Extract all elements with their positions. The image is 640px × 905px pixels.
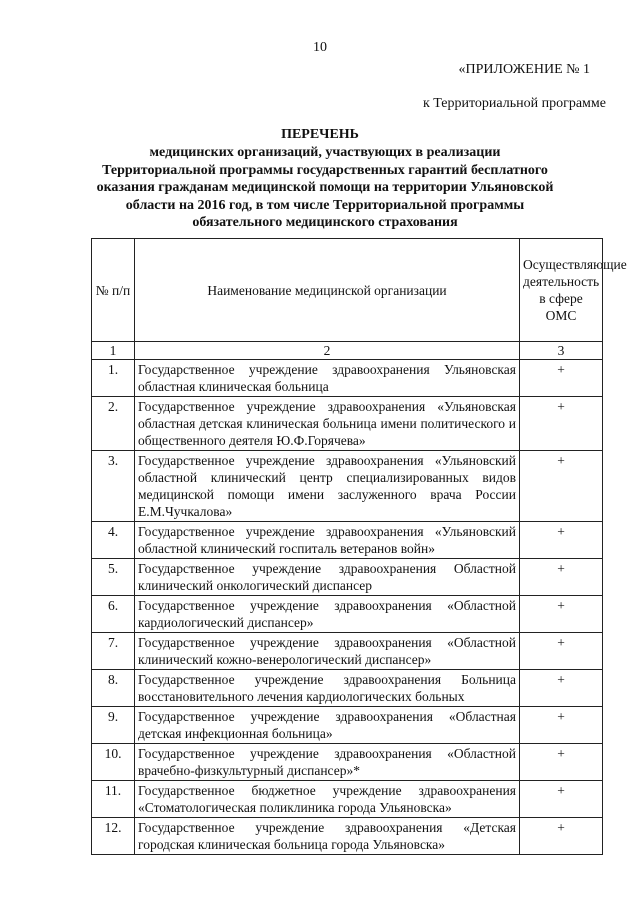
organizations-table (91, 238, 627, 855)
header-oms: Осуществляющие деятельность в сфере ОМС (520, 239, 603, 342)
annex-subtitle: к Территориальной программе (422, 96, 606, 111)
oms-mark: + (520, 670, 603, 707)
table-row (92, 360, 603, 397)
organization-name: Государственное учреждение здравоохранения «Ульяновский областной клинический центр специализированных видов медицинской помощи имени заслуженного врача России Е.М.Чучкалова» (135, 451, 520, 522)
header-num: № п/п (92, 239, 135, 342)
oms-mark: + (520, 451, 603, 522)
row-number: 3. (92, 451, 135, 522)
row-number: 1. (92, 360, 135, 397)
table-row (92, 781, 603, 818)
organization-name: Государственное учреждение здравоохранения Областной клинический онкологический диспансер (135, 559, 520, 596)
table-row (92, 596, 603, 633)
row-number: 7. (92, 633, 135, 670)
organization-name: Государственное учреждение здравоохранения «Ульяновская областная детская клиническая больница имени политического и общественного деятеля Ю.Ф.Горячева» (135, 397, 520, 451)
oms-mark: + (520, 633, 603, 670)
organization-name: Государственное бюджетное учреждение здравоохранения «Стоматологическая поликлиника города Ульяновска» (135, 781, 520, 818)
document-title: ПЕРЕЧЕНЬ (281, 127, 359, 142)
table-row (92, 670, 603, 707)
table-row (92, 559, 603, 596)
table-row (92, 522, 603, 559)
row-number: 8. (92, 670, 135, 707)
organization-name: Государственное учреждение здравоохранения «Ульяновский областной клинический госпиталь ветеранов войн» (135, 522, 520, 559)
table-row (92, 397, 603, 451)
oms-mark: + (520, 781, 603, 818)
row-number: 12. (92, 818, 135, 855)
index-cell: 3 (520, 342, 603, 360)
row-number: 5. (92, 559, 135, 596)
organization-name: Государственное учреждение здравоохранения Ульяновская областная клиническая больница (135, 360, 520, 397)
row-number: 4. (92, 522, 135, 559)
organization-name: Государственное учреждение здравоохранения Больница восстановительного лечения кардиологических больных (135, 670, 520, 707)
oms-mark: + (520, 596, 603, 633)
index-cell: 2 (135, 342, 520, 360)
annex-title: «ПРИЛОЖЕНИЕ № 1 (458, 62, 590, 77)
oms-mark: + (520, 397, 603, 451)
table-row (92, 451, 603, 522)
oms-mark: + (520, 818, 603, 855)
table-row (92, 744, 603, 781)
organization-name: Государственное учреждение здравоохранения «Областной кардиологический диспансер» (135, 596, 520, 633)
index-cell: 1 (92, 342, 135, 360)
oms-mark: + (520, 707, 603, 744)
row-number: 2. (92, 397, 135, 451)
table-header-row (92, 239, 603, 342)
organization-name: Государственное учреждение здравоохранения «Областной клинический кожно-венерологический диспансер» (135, 633, 520, 670)
header-name: Наименование медицинской организации (135, 239, 520, 342)
page-number: 10 (313, 40, 327, 55)
organization-name: Государственное учреждение здравоохранения «Областной врачебно-физкультурный диспансер»* (135, 744, 520, 781)
oms-mark: + (520, 559, 603, 596)
organization-name: Государственное учреждение здравоохранения «Детская городская клиническая больница города Ульяновска» (135, 818, 520, 855)
table-row (92, 707, 603, 744)
oms-mark: + (520, 360, 603, 397)
oms-mark: + (520, 744, 603, 781)
document-subtitle: медицинских организаций, участвующих в реализации Территориальной программы государственных гарантий бесплатного оказания гражданам медицинской помощи на территории Ульяновской области на 2016 год, в том числе Территориальной программы обязательного медицинского страхования (96, 145, 554, 230)
table-row (92, 818, 603, 855)
row-number: 9. (92, 707, 135, 744)
row-number: 11. (92, 781, 135, 818)
row-number: 10. (92, 744, 135, 781)
row-number: 6. (92, 596, 135, 633)
table-row (92, 633, 603, 670)
oms-mark: + (520, 522, 603, 559)
organization-name: Государственное учреждение здравоохранения «Областная детская инфекционная больница» (135, 707, 520, 744)
table-index-row (92, 342, 603, 360)
